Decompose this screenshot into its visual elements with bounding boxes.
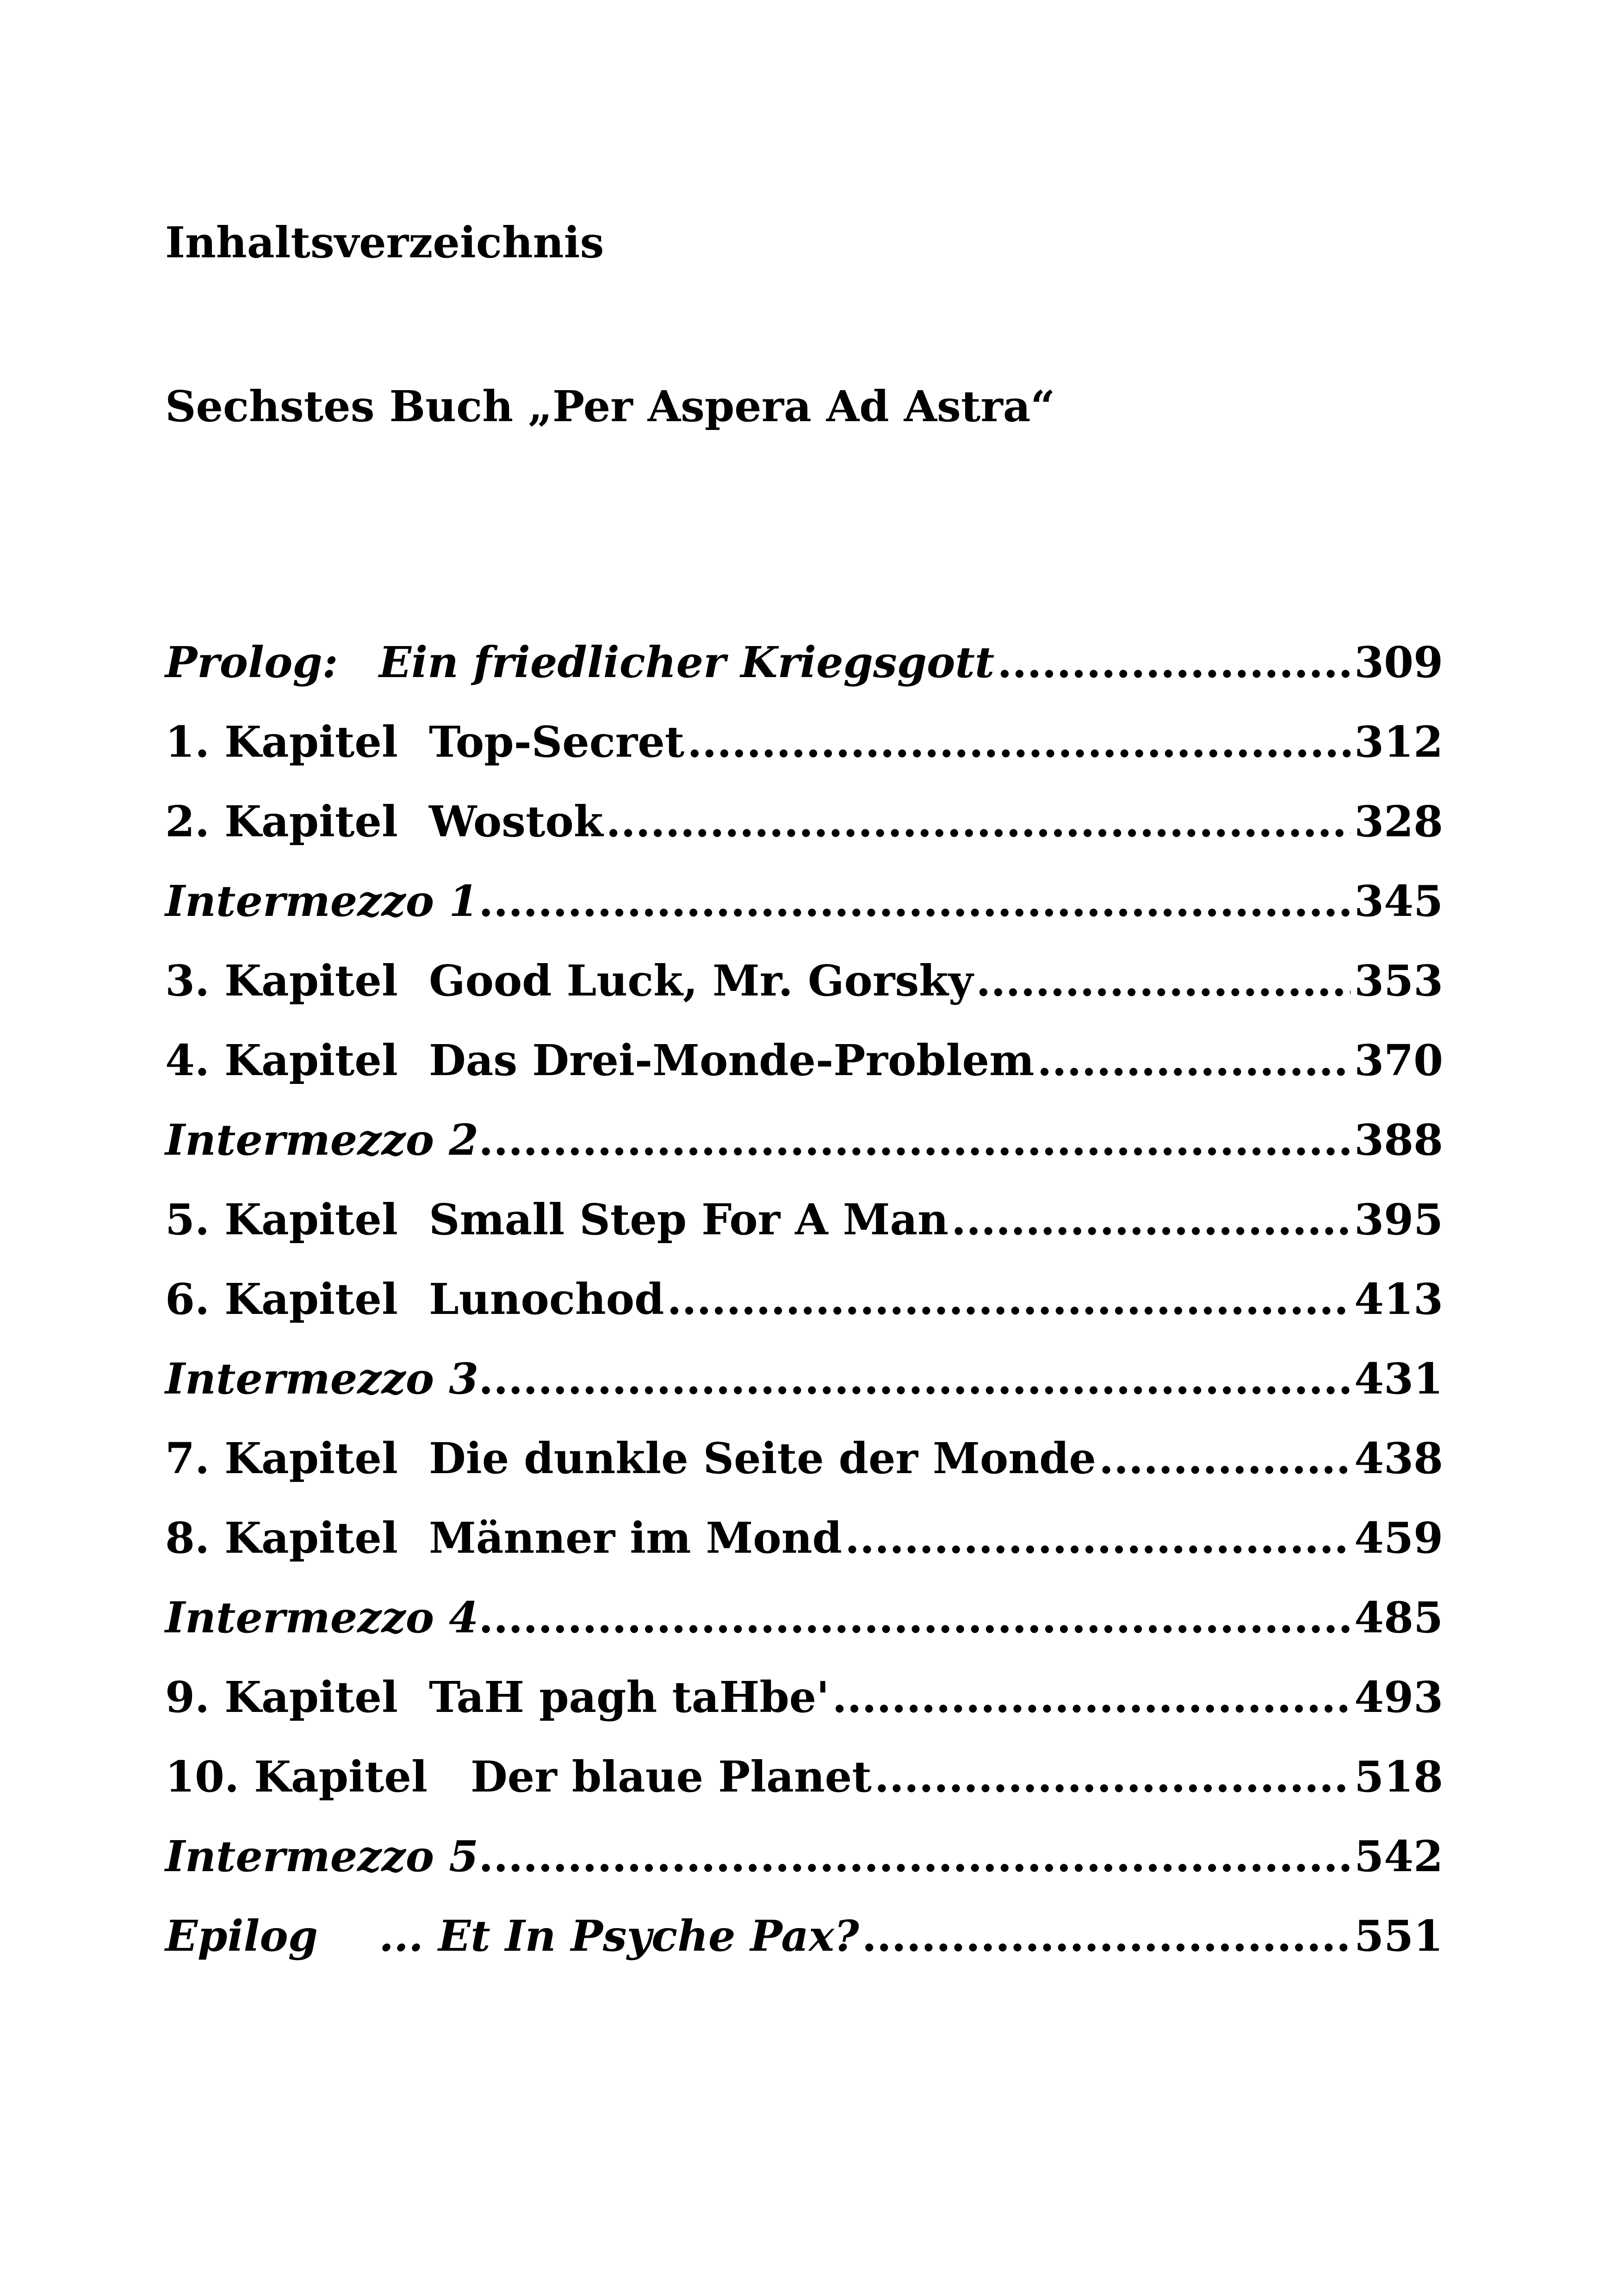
toc-entry <box>165 1817 1443 1896</box>
toc-entry-page: 312 <box>1354 717 1443 767</box>
dot-leader <box>1037 1020 1351 1100</box>
toc-entry-label: Intermezzo 4 <box>165 1593 479 1643</box>
toc-entry-page: 485 <box>1354 1593 1443 1643</box>
toc-entry-label: 5. Kapitel <box>165 1195 398 1244</box>
toc-entry-label: Intermezzo 3 <box>165 1354 479 1404</box>
toc-entry <box>165 1498 1443 1578</box>
toc-entry <box>165 702 1443 782</box>
toc-entry <box>165 1259 1443 1339</box>
toc-entry-label: Intermezzo 2 <box>165 1115 479 1165</box>
toc-entry-page: 345 <box>1354 876 1443 926</box>
dot-leader <box>997 622 1351 702</box>
toc-entry-page: 518 <box>1354 1752 1443 1802</box>
toc-entry <box>165 1657 1443 1737</box>
toc-entry <box>165 1339 1443 1419</box>
dot-leader <box>832 1657 1350 1737</box>
dot-leader <box>874 1737 1351 1817</box>
toc-entry-label: Intermezzo 5 <box>165 1831 479 1881</box>
toc-entry-label: 10. Kapitel <box>165 1752 428 1802</box>
toc-entry <box>165 1020 1443 1100</box>
toc-entry-label: 4. Kapitel <box>165 1035 398 1085</box>
toc-entry <box>165 1180 1443 1259</box>
toc-entry-title: Männer im Mond <box>429 1513 843 1563</box>
toc-entry <box>165 1100 1443 1180</box>
toc-entry-title: TaH pagh taHbe' <box>429 1672 830 1722</box>
toc-entry-label: Epilog <box>165 1911 318 1961</box>
dot-leader <box>478 1339 1351 1419</box>
toc-entry-page: 438 <box>1354 1433 1443 1483</box>
toc-entry <box>165 1737 1443 1817</box>
toc-entry-label: 7. Kapitel <box>165 1433 398 1483</box>
toc-entry-label: 2. Kapitel <box>165 796 398 846</box>
dot-leader <box>667 1259 1351 1339</box>
dot-leader <box>478 861 1351 941</box>
toc-entry-label: 3. Kapitel <box>165 956 398 1006</box>
toc-entry <box>165 861 1443 941</box>
toc-entry <box>165 622 1443 702</box>
toc-entry-title: Top-Secret <box>429 717 685 767</box>
book-title: Sechstes Buch „Per Aspera Ad Astra“ <box>165 381 1055 431</box>
toc-entry-page: 309 <box>1354 637 1443 687</box>
toc-entry <box>165 782 1443 861</box>
toc-entry-page: 542 <box>1354 1831 1443 1881</box>
toc-entry-title: Small Step For A Man <box>429 1195 949 1244</box>
toc-entry-label: 6. Kapitel <box>165 1274 398 1324</box>
toc-entry-page: 459 <box>1354 1513 1443 1563</box>
toc-entry <box>165 1419 1443 1498</box>
toc-entry-label: Intermezzo 1 <box>165 876 479 926</box>
toc-entry-label: 1. Kapitel <box>165 717 398 767</box>
toc-entry-title: Good Luck, Mr. Gorsky <box>429 956 973 1006</box>
toc-entry-page: 388 <box>1354 1115 1443 1165</box>
toc-entry-page: 353 <box>1354 956 1443 1006</box>
toc-entry-title: ... Et In Psyche Pax? <box>379 1911 859 1961</box>
toc-entry <box>165 1896 1443 1976</box>
toc-entry-page: 493 <box>1354 1672 1443 1722</box>
toc-entry-label: 8. Kapitel <box>165 1513 398 1563</box>
dot-leader <box>478 1100 1351 1180</box>
toc-entry-label: 9. Kapitel <box>165 1672 398 1722</box>
toc-entry-title: Die dunkle Seite der Monde <box>429 1433 1096 1483</box>
toc-entry-page: 395 <box>1354 1195 1443 1244</box>
dot-leader <box>845 1498 1351 1578</box>
toc-entry-title: Der blaue Planet <box>471 1752 872 1802</box>
table-of-contents <box>165 622 1443 1976</box>
toc-entry <box>165 941 1443 1020</box>
toc-entry-page: 431 <box>1354 1354 1443 1404</box>
toc-entry-page: 413 <box>1354 1274 1443 1324</box>
dot-leader <box>478 1817 1351 1896</box>
toc-entry-page: 328 <box>1354 796 1443 846</box>
toc-entry-title: Das Drei-Monde-Problem <box>429 1035 1035 1085</box>
dot-leader <box>606 782 1351 861</box>
dot-leader <box>1099 1419 1351 1498</box>
toc-entry-page: 370 <box>1354 1035 1443 1085</box>
toc-entry <box>165 1578 1443 1657</box>
page-heading: Inhaltsverzeichnis <box>165 218 604 268</box>
dot-leader <box>976 941 1351 1020</box>
dot-leader <box>951 1180 1351 1259</box>
toc-entry-label: Prolog: <box>165 637 338 687</box>
toc-entry-title: Ein friedlicher Kriegsgott <box>379 637 995 687</box>
toc-entry-title: Wostok <box>429 796 603 846</box>
dot-leader <box>862 1896 1351 1976</box>
dot-leader <box>687 702 1351 782</box>
toc-entry-title: Lunochod <box>429 1274 664 1324</box>
toc-entry-page: 551 <box>1354 1911 1443 1961</box>
dot-leader <box>478 1578 1351 1657</box>
